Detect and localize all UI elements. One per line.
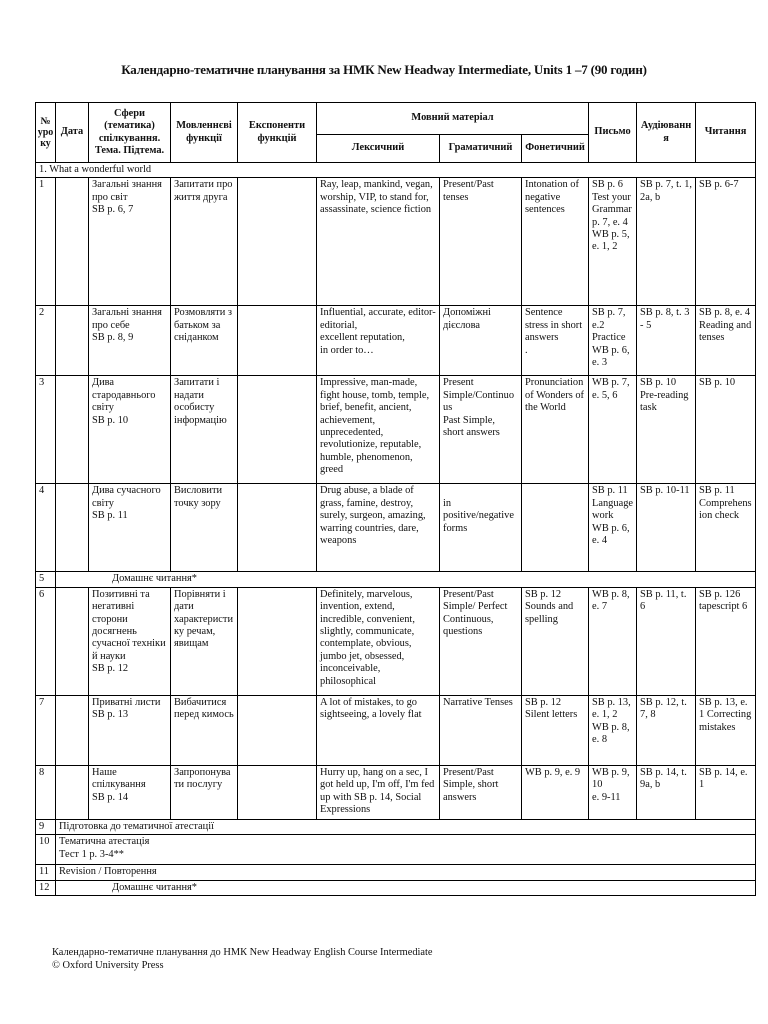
reading-cell: SB p. 13, e. 1 Correcting mistakes bbox=[696, 695, 756, 765]
speech-function-cell: Розмовляти з батьком за сніданком bbox=[171, 306, 238, 376]
lexical-cell: Hurry up, hang on a sec, I got held up, I'm off, I'm fed up with SB p. 14, Social Expressions bbox=[317, 765, 440, 819]
speech-function-cell: Порівняти і дати характеристику речам, явищам bbox=[171, 587, 238, 695]
header-exponents: Експоненти функцій bbox=[238, 103, 317, 163]
date-cell bbox=[56, 484, 89, 572]
table-row bbox=[36, 765, 756, 819]
grammar-cell: in positive/negative forms bbox=[440, 484, 522, 572]
header-listening: Аудіювання bbox=[637, 103, 696, 163]
phonetic-cell bbox=[522, 484, 589, 572]
writing-cell: WB p. 7, e. 5, 6 bbox=[589, 376, 637, 484]
lexical-cell: Definitely, marvelous, invention, extend, incredible, convenient, slightly, communicate, contemplate, obvious, jumbo jet, obsessed, inconceivable, philosophical bbox=[317, 587, 440, 695]
reading-cell: SB p. 126 tapescript 6 bbox=[696, 587, 756, 695]
header-phonetic: Фонетичний bbox=[522, 135, 589, 163]
speech-function-cell: Запитати про життя друга bbox=[171, 178, 238, 306]
writing-cell: SB p. 11 Language work WB p. 6, e. 4 bbox=[589, 484, 637, 572]
reading-cell: SB p. 14, e. 1 bbox=[696, 765, 756, 819]
grammar-cell: Present Simple/Continuous Past Simple, short answers bbox=[440, 376, 522, 484]
table-row bbox=[36, 587, 756, 695]
lesson-number: 3 bbox=[36, 376, 56, 484]
lesson-number: 7 bbox=[36, 695, 56, 765]
assessment-title: Тематична атестація bbox=[59, 836, 150, 848]
exponents-cell bbox=[238, 484, 317, 572]
exponents-cell bbox=[238, 587, 317, 695]
date-cell bbox=[56, 178, 89, 306]
grammar-cell: Present/Past Simple/ Perfect Continuous, questions bbox=[440, 587, 522, 695]
header-num: № уро ку bbox=[36, 103, 56, 163]
table-row bbox=[36, 819, 756, 834]
header-date: Дата bbox=[56, 103, 89, 163]
phonetic-cell: SB p. 12 Silent letters bbox=[522, 695, 589, 765]
reading-cell: SB p. 8, e. 4 Reading and tenses bbox=[696, 306, 756, 376]
table-row bbox=[36, 376, 756, 484]
planning-table bbox=[35, 102, 756, 896]
table-row bbox=[36, 484, 756, 572]
document-title: Календарно-тематичне планування за НМК New Headway Intermediate, Units 1 –7 (90 годин) bbox=[121, 62, 647, 77]
date-cell bbox=[56, 765, 89, 819]
lesson-number: 12 bbox=[36, 880, 56, 895]
topic-cell: Дива стародавнього світу SB p. 10 bbox=[89, 376, 171, 484]
lesson-number: 6 bbox=[36, 587, 56, 695]
writing-cell: SB p. 13, e. 1, 2 WB p. 8, e. 8 bbox=[589, 695, 637, 765]
lesson-number: 9 bbox=[36, 819, 56, 834]
date-cell bbox=[56, 695, 89, 765]
phonetic-cell: SB p. 12 Sounds and spelling bbox=[522, 587, 589, 695]
header-writing: Письмо bbox=[589, 103, 637, 163]
lesson-number: 5 bbox=[36, 572, 56, 587]
writing-cell: WB p. 8, e. 7 bbox=[589, 587, 637, 695]
listening-cell: SB p. 10 Pre-reading task bbox=[637, 376, 696, 484]
exponents-cell bbox=[238, 695, 317, 765]
listening-cell: SB p. 14, t. 9a, b bbox=[637, 765, 696, 819]
phonetic-cell: Intonation of negative sentences bbox=[522, 178, 589, 306]
phonetic-cell: Sentence stress in short answers . bbox=[522, 306, 589, 376]
lesson-number: 1 bbox=[36, 178, 56, 306]
exponents-cell bbox=[238, 765, 317, 819]
lesson-number: 4 bbox=[36, 484, 56, 572]
lexical-cell: Influential, accurate, editor-editorial, excellent reputation, in order to… bbox=[317, 306, 440, 376]
lesson-number: 10 bbox=[36, 835, 56, 865]
grammar-cell: Present/Past tenses bbox=[440, 178, 522, 306]
copyright: © Oxford University Press bbox=[52, 960, 164, 971]
listening-cell: SB p. 7, t. 1, 2a, b bbox=[637, 178, 696, 306]
unit-title: 1. What a wonderful world bbox=[36, 163, 756, 178]
lexical-cell: A lot of mistakes, to go sightseeing, a lovely flat bbox=[317, 695, 440, 765]
listening-cell: SB p. 11, t. 6 bbox=[637, 587, 696, 695]
assessment-cell bbox=[56, 835, 756, 865]
grammar-cell: Narrative Tenses bbox=[440, 695, 522, 765]
date-cell bbox=[56, 587, 89, 695]
listening-cell: SB p. 12, t. 7, 8 bbox=[637, 695, 696, 765]
topic-cell: Загальні знання про себе SB p. 8, 9 bbox=[89, 306, 171, 376]
writing-cell: WB p. 9, 10 e. 9-11 bbox=[589, 765, 637, 819]
reading-cell: SB p. 6-7 bbox=[696, 178, 756, 306]
table-row bbox=[36, 306, 756, 376]
grammar-cell: Present/Past Simple, short answers bbox=[440, 765, 522, 819]
exponents-cell bbox=[238, 306, 317, 376]
date-cell bbox=[56, 306, 89, 376]
listening-cell: SB p. 8, t. 3 - 5 bbox=[637, 306, 696, 376]
header-speech-functions: Мовленнєві функції bbox=[171, 103, 238, 163]
table-row bbox=[36, 835, 756, 865]
speech-function-cell: Вибачитися перед кимось bbox=[171, 695, 238, 765]
reading-cell: SB p. 11 Comprehension check bbox=[696, 484, 756, 572]
revision-cell: Revision / Повторення bbox=[56, 865, 756, 880]
home-reading-cell: Домашнє читання* bbox=[56, 880, 756, 895]
writing-cell: SB p. 7, e.2 Practice WB p. 6, e. 3 bbox=[589, 306, 637, 376]
writing-cell: SB p. 6 Test your Grammar p. 7, e. 4 WB p. 5, e. 1, 2 bbox=[589, 178, 637, 306]
header-language-material: Мовний матеріал bbox=[317, 103, 589, 135]
footer-caption: Календарно-тематичне планування до НМК New Headway English Course Intermediate bbox=[52, 947, 433, 958]
topic-cell: Загальні знання про світ SB p. 6, 7 bbox=[89, 178, 171, 306]
header-spheres: Сфери (тематика) спілкування. Тема. Підтема. bbox=[89, 103, 171, 163]
phonetic-cell: Pronunciation of Wonders of the World bbox=[522, 376, 589, 484]
table-row bbox=[36, 880, 756, 895]
lesson-number: 2 bbox=[36, 306, 56, 376]
lexical-cell: Ray, leap, mankind, vegan, worship, VIP, to stand for, assassinate, science fiction bbox=[317, 178, 440, 306]
exponents-cell bbox=[238, 376, 317, 484]
table-row bbox=[36, 572, 756, 587]
phonetic-cell: WB p. 9, e. 9 bbox=[522, 765, 589, 819]
topic-cell: Наше спілкування SB p. 14 bbox=[89, 765, 171, 819]
header-grammar: Граматичний bbox=[440, 135, 522, 163]
assessment-test: Тест 1 p. 3-4** bbox=[59, 848, 124, 860]
exponents-cell bbox=[238, 178, 317, 306]
header-reading: Читання bbox=[696, 103, 756, 163]
table-row bbox=[36, 695, 756, 765]
table-row bbox=[36, 865, 756, 880]
lexical-cell: Impressive, man-made, fight house, tomb, temple, brief, benefit, ancient, achievement, unprecedented, revolutionize, reputable, humble, phenomenon, greed bbox=[317, 376, 440, 484]
grammar-cell: Допоміжні дієслова bbox=[440, 306, 522, 376]
lesson-number: 11 bbox=[36, 865, 56, 880]
topic-cell: Позитивні та негативні сторони досягнень сучасної техніки й науки SB p. 12 bbox=[89, 587, 171, 695]
header-lexical: Лексичний bbox=[317, 135, 440, 163]
topic-cell: Дива сучасного світу SB p. 11 bbox=[89, 484, 171, 572]
listening-cell: SB p. 10-11 bbox=[637, 484, 696, 572]
preparation-cell: Підготовка до тематичної атестації bbox=[56, 819, 756, 834]
speech-function-cell: Висловити точку зору bbox=[171, 484, 238, 572]
home-reading-cell: Домашнє читання* bbox=[56, 572, 756, 587]
reading-cell: SB p. 10 bbox=[696, 376, 756, 484]
topic-cell: Приватні листи SB p. 13 bbox=[89, 695, 171, 765]
lesson-number: 8 bbox=[36, 765, 56, 819]
footer bbox=[52, 946, 433, 972]
speech-function-cell: Запитати і надати особисту інформацію bbox=[171, 376, 238, 484]
speech-function-cell: Запропонувати послугу bbox=[171, 765, 238, 819]
date-cell bbox=[56, 376, 89, 484]
lexical-cell: Drug abuse, a blade of grass, famine, destroy, surely, surgeon, amazing, warring countries, dare, weapons bbox=[317, 484, 440, 572]
table-row bbox=[36, 178, 756, 306]
